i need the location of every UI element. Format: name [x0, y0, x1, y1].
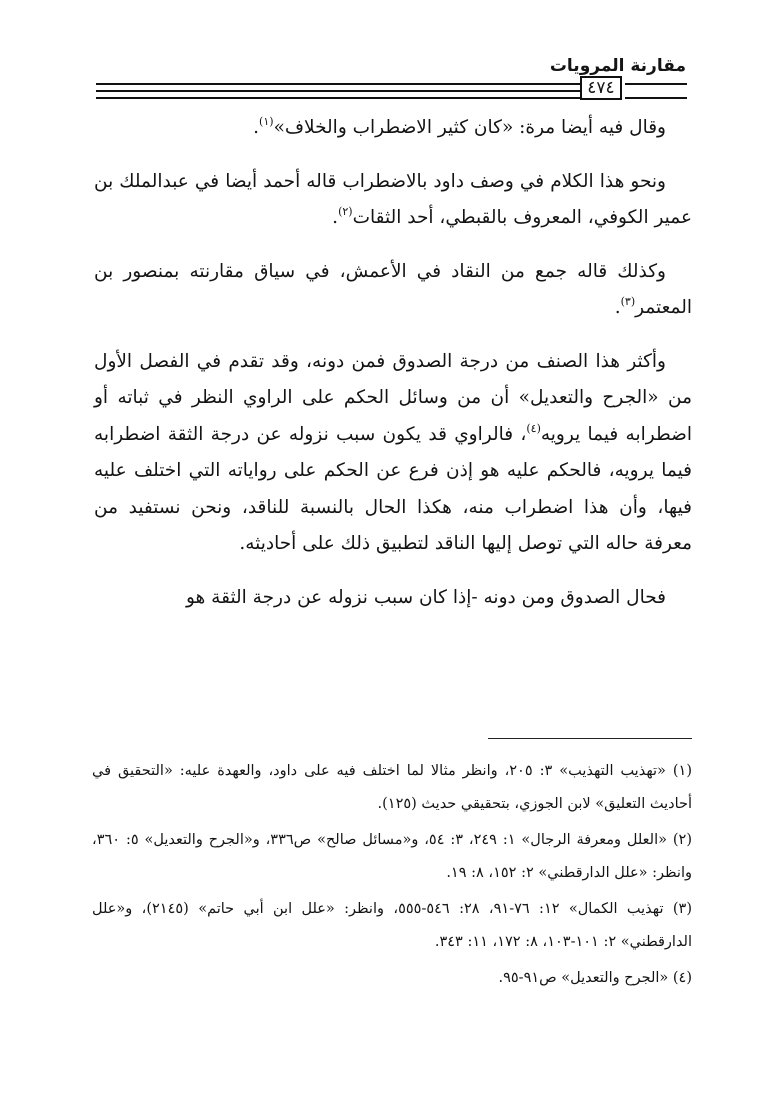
paragraph-text: وأكثر هذا الصنف من درجة الصدوق فمن دونه، وقد تقدم في الفصل الأول من «الجرح والتعديل» أن من وسائل الحكم على الراوي النظر في ثباته أو اضطرابه فيما يرويه — [94, 350, 692, 445]
footnote: (٤) «الجرح والتعديل» ص٩١-٩٥. — [498, 970, 692, 986]
body-text — [94, 110, 692, 616]
paragraph — [94, 164, 692, 237]
footnote-separator — [488, 738, 692, 739]
footnote-ref: (٤) — [526, 421, 541, 435]
header-rule — [96, 83, 580, 85]
header-rule — [96, 90, 580, 92]
paragraph-text: وقال فيه أيضا مرة: «كان كثير الاضطراب والخلاف» — [273, 117, 666, 138]
paragraph — [94, 254, 692, 327]
footnote-ref: (٣) — [620, 295, 636, 308]
footnote-ref: (٢) — [338, 205, 353, 218]
paragraph-text: فحال الصدوق ومن دونه -إذا كان سبب نزوله عن درجة الثقة هو — [185, 586, 666, 608]
footnote: (٢) «العلل ومعرفة الرجال» ١: ٢٤٩، ٣: ٥٤، و«مسائل صالح» ص٣٣٦، و«الجرح والتعديل» ٥: ٣٦٠، وانظر: «علل الدارقطني» ٢: ١٥٢، ٨: ١٩. — [92, 832, 692, 881]
footnote: (١) «تهذيب التهذيب» ٣: ٢٠٥، وانظر مثالا لما اختلف فيه على داود، والعهدة عليه: «التحقيق في أحاديث التعليق» لابن الجوزي، بتحقيقي حديث (١٢٥). — [92, 763, 692, 812]
running-header-title: مقارنة المرويات — [549, 56, 686, 76]
paragraph — [94, 580, 692, 617]
page-number: ٤٧٤ — [580, 76, 622, 100]
paragraph-text: ونحو هذا الكلام في وصف داود بالاضطراب قاله أحمد أيضا في عبدالملك بن عمير الكوفي، المعروف بالقبطي، أحد الثقات — [94, 170, 692, 228]
paragraph-text: . — [332, 207, 339, 228]
paragraph-text: . — [253, 117, 260, 138]
paragraph-text: . — [614, 297, 621, 318]
footnote-ref: (١) — [259, 115, 274, 128]
header-rule — [96, 97, 580, 99]
footnote: (٣) تهذيب الكمال» ١٢: ٧٦-٩١، ٢٨: ٥٤٦-٥٥٥، وانظر: «علل ابن أبي حاتم» (٢١٤٥)، و«علل الدارقطني» ٢: ١٠١-١٠٣، ٨: ١٧٢، ١١: ٣٤٣. — [92, 901, 693, 950]
header-rule — [625, 97, 687, 99]
header-rule — [625, 83, 687, 85]
paragraph-text: وكذلك قاله جمع من النقاد في الأعمش، في سياق مقارنته بمنصور بن المعتمر — [94, 260, 692, 318]
paragraph-text: ، فالراوي قد يكون سبب نزوله عن درجة الثقة اضطرابه فيما يرويه، فالحكم عليه هو إذن فرع عن الحكم على رواياته التي اختلف عليه فيها، وأن هذا اضطراب منه، هكذا الحال بالنسبة للناقد، ونحن نستفيد من معرفة حاله التي توصل إليها الناقد لتطبيق ذلك على أحاديثه. — [94, 423, 692, 554]
footnotes — [92, 755, 692, 999]
paragraph — [94, 344, 692, 563]
paragraph — [94, 110, 692, 147]
